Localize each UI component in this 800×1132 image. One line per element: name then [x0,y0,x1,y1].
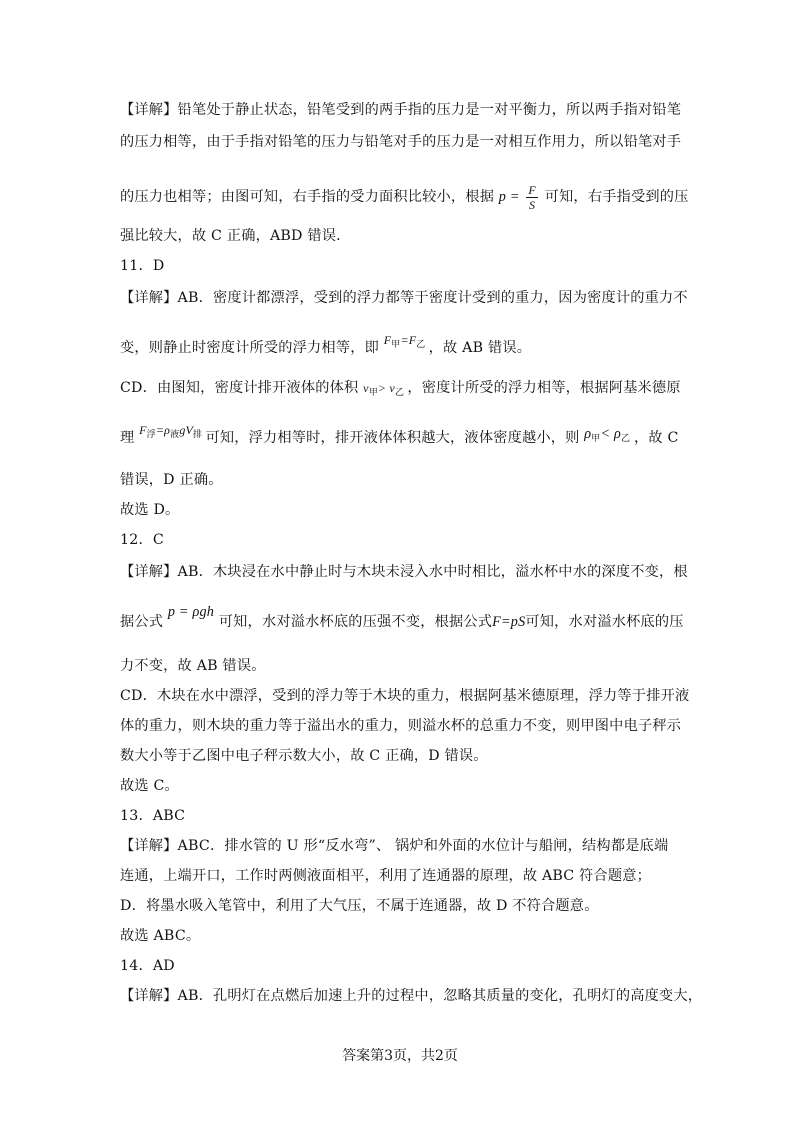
formula-pressure [498,183,545,212]
formula-force: F=pS [492,614,526,630]
text-line [120,333,720,362]
text-segment: 可知，水对溢水杯底的压 [525,614,684,630]
formula-subscript: 浮 [146,429,156,439]
text-line: 【详解】AB．木块浸在水中静止时与木块未浸入水中时相比，溢水杯中水的深度不变，根 [120,564,688,580]
question-number: 12．C [120,532,164,548]
text-line: 【详解】AB．密度计都漂浮，受到的浮力都等于密度计受到的重力，因为密度计的重力不 [120,290,688,306]
page-footer: 答案第3页，共2页 [342,1048,458,1064]
formula-text: =ρ [155,423,171,437]
text-segment: 的压力也相等；由图可知，右手指的受力面积比较小，根据 [120,188,495,205]
text-line: 错误，D 正确。 [120,472,223,488]
formula-text: F [383,333,392,347]
text-segment: CD．由图知，密度计排开液体的体积 [120,380,359,396]
formula-text: v [363,381,369,395]
formula-archimedes [139,423,205,437]
formula-volume-compare [363,381,407,395]
formula-buoyancy-equal [384,333,429,347]
formula-subscript: 排 [193,429,203,439]
fraction [526,183,538,212]
formula-density-compare [584,426,634,442]
text-segment: ，故 C [633,430,679,446]
formula-subscript: 甲 [391,339,401,349]
text-line: 强比较大，故 C 正确，ABD 错误． [120,228,351,244]
text-line: 故选 ABC。 [120,928,201,944]
text-segment: 可知，浮力相等时，排开液体体积越大，液体密度越小，则 [205,430,580,446]
text-line [120,378,720,402]
text-line: 【详解】铅笔处于静止状态，铅笔受到的两手指的压力是一对平衡力，所以两手指对铅笔 [120,102,682,118]
formula-text: gV [179,423,194,437]
question-number: 13．ABC [120,808,186,824]
formula-text: < ρ [600,426,621,442]
text-line: 力不变，故 AB 错误。 [120,658,266,674]
text-segment: 据公式 [120,614,164,630]
formula-text: > v [377,381,395,395]
text-line: 故选 C。 [120,778,179,794]
question-number: 14．AD [120,958,175,974]
text-line: 连通，上端开口，工作时两侧液面相平，利用了连通器的原理，故 ABC 符合题意； [120,868,651,884]
text-segment: ，故 AB 错误。 [428,340,532,356]
formula-text: ρ [584,426,592,442]
text-segment: ，密度计所受的浮力相等，根据阿基米德原 [407,380,681,396]
text-line: 故选 D。 [120,502,180,518]
text-line [120,604,720,632]
formula-subscript: 甲 [591,433,601,443]
question-number: 11．D [120,258,165,274]
formula-text: F [139,423,147,437]
text-line: CD．木块在水中漂浮，受到的浮力等于木块的重力，根据阿基米德原理，浮力等于排开液 [120,688,690,704]
text-line [120,423,720,452]
text-segment: 可知，右手指受到的压 [544,188,689,205]
formula-subscript: 乙 [416,339,426,349]
formula-liquid-pressure: p = ρgh [167,604,215,620]
formula-text: p = [498,188,520,205]
text-line: D．将墨水吸入笔管中，利用了大气压，不属于连通器，故 D 不符合题意。 [120,898,599,914]
text-segment: 理 [120,430,135,446]
text-segment: 可知，水对溢水杯底的压强不变，根据公式 [218,614,493,630]
formula-subscript: 乙 [394,387,405,397]
formula-subscript: 乙 [621,433,631,443]
text-line [120,183,720,212]
text-line: 的压力相等，由于手指对铅笔的压力与铅笔对手的压力是一对相互作用力，所以铅笔对手 [120,134,682,150]
formula-subscript: 甲 [368,387,378,397]
text-segment: 变，则静止时密度计所受的浮力相等，即 [120,340,379,356]
formula-subscript: 液 [170,429,180,439]
text-line: 【详解】ABC．排水管的 U 形“反水弯”、 锅炉和外面的水位计与船闸，结构都是底端 [120,838,669,854]
fraction-numerator: F [528,183,536,197]
text-line: 体的重力，则木块的重力等于溢出水的重力，则溢水杯的总重力不变，则甲图中电子秤示 [120,718,682,734]
text-line: 数大小等于乙图中电子秤示数大小，故 C 正确，D 错误。 [120,748,488,764]
formula-text: =F [400,333,417,347]
fraction-denominator: S [529,198,536,212]
text-line: 【详解】AB．孔明灯在点燃后加速上升的过程中，忽略其质量的变化，孔明灯的高度变大， [120,988,703,1004]
